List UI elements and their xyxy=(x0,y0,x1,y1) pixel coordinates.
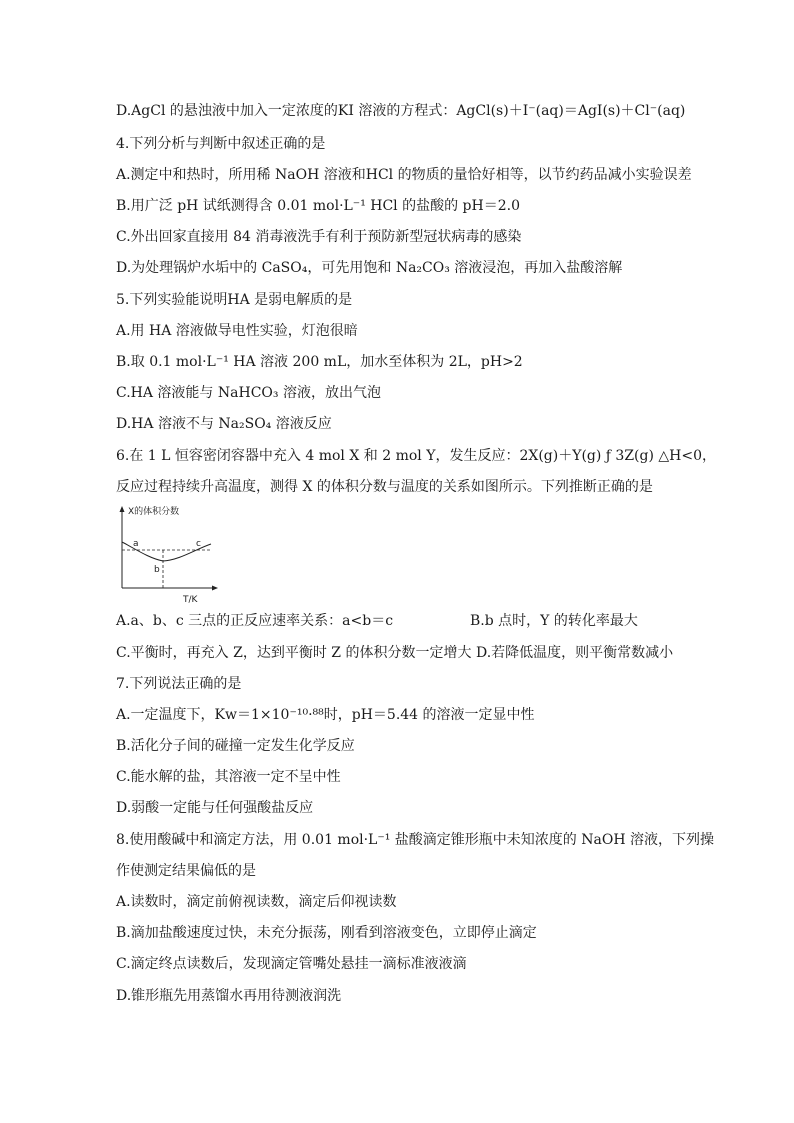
q4-option-c: C.外出回家直接用 84 消毒液洗手有利于预防新型冠状病毒的感染 xyxy=(116,229,522,245)
q7-stem: 7.下列说法正确的是 xyxy=(116,676,242,692)
q5-option-d: D.HA 溶液不与 Na₂SO₄ 溶液反应 xyxy=(116,416,332,432)
q3-option-d: D.AgCl 的悬浊液中加入一定浓度的KI 溶液的方程式：AgCl(s)＋I⁻(aq)＝AgI(s)＋Cl⁻(aq) xyxy=(116,103,686,119)
q8-option-c: C.滴定终点读数后，发现滴定管嘴处悬挂一滴标准液液滴 xyxy=(116,956,467,972)
point-c-label: c xyxy=(196,539,201,549)
q8-option-a: A.读数时，滴定前俯视读数，滴定后仰视读数 xyxy=(116,894,397,910)
q5-option-a: A.用 HA 溶液做导电性实验，灯泡很暗 xyxy=(116,323,358,339)
point-b-label: b xyxy=(154,565,160,575)
q6-option-d: D.若降低温度，则平衡常数减小 xyxy=(476,645,674,661)
y-axis-arrow xyxy=(120,506,125,512)
q4-option-d: D.为处理锅炉水垢中的 CaSO₄，可先用饱和 Na₂CO₃ 溶液浸泡，再加入盐酸溶解 xyxy=(116,260,623,276)
q5-option-b: B.取 0.1 mol·L⁻¹ HA 溶液 200 mL，加水至体积为 2L，pH>2 xyxy=(116,354,523,370)
q8-option-b: B.滴加盐酸速度过快，未充分振荡，刚看到溶液变色，立即停止滴定 xyxy=(116,925,537,941)
point-a-label: a xyxy=(133,539,139,549)
q8-option-d: D.锥形瓶先用蒸馏水再用待测液润洗 xyxy=(116,988,342,1004)
q7-option-d: D.弱酸一定能与任何强酸盐反应 xyxy=(116,800,314,816)
q5-option-c: C.HA 溶液能与 NaHCO₃ 溶液，放出气泡 xyxy=(116,385,381,401)
q6-stem-line2: 反应过程持续升高温度，测得 X 的体积分数与温度的关系如图所示。下列推断正确的是 xyxy=(116,479,653,495)
q7-option-a: A.一定温度下，Kw＝1×10⁻¹⁰·⁸⁸时，pH＝5.44 的溶液一定显中性 xyxy=(116,707,535,723)
q6-option-c: C.平衡时，再充入 Z，达到平衡时 Z 的体积分数一定增大 xyxy=(116,645,472,661)
q6-figure xyxy=(114,504,224,608)
q6-stem-line1: 6.在 1 L 恒容密闭容器中充入 4 mol X 和 2 mol Y，发生反应：2X(g)＋Y(g) ƒ 3Z(g) △H<0， xyxy=(116,448,717,464)
q6-option-b: B.b 点时，Y 的转化率最大 xyxy=(470,613,638,629)
q4-option-b: B.用广泛 pH 试纸测得含 0.01 mol·L⁻¹ HCl 的盐酸的 pH＝2.0 xyxy=(116,198,520,214)
q7-option-b: B.活化分子间的碰撞一定发生化学反应 xyxy=(116,738,355,754)
q5-stem: 5.下列实验能说明HA 是弱电解质的是 xyxy=(116,292,353,308)
q4-stem: 4.下列分析与判断中叙述正确的是 xyxy=(116,136,326,152)
figure-xlabel: T/K xyxy=(183,595,198,605)
q8-stem-line1: 8.使用酸碱中和滴定方法，用 0.01 mol·L⁻¹ 盐酸滴定锥形瓶中未知浓度的 NaOH 溶液，下列操 xyxy=(116,832,714,848)
figure-ylabel: X的体积分数 xyxy=(128,507,180,517)
x-axis-arrow xyxy=(212,586,218,591)
q7-option-c: C.能水解的盐，其溶液一定不呈中性 xyxy=(116,769,341,785)
q8-stem-line2: 作使测定结果偏低的是 xyxy=(116,863,256,879)
q6-option-a: A.a、b、c 三点的正反应速率关系：a<b＝c xyxy=(116,613,394,629)
q4-option-a: A.测定中和热时，所用稀 NaOH 溶液和HCl 的物质的量恰好相等，以节约药品减小实验误差 xyxy=(116,167,692,183)
